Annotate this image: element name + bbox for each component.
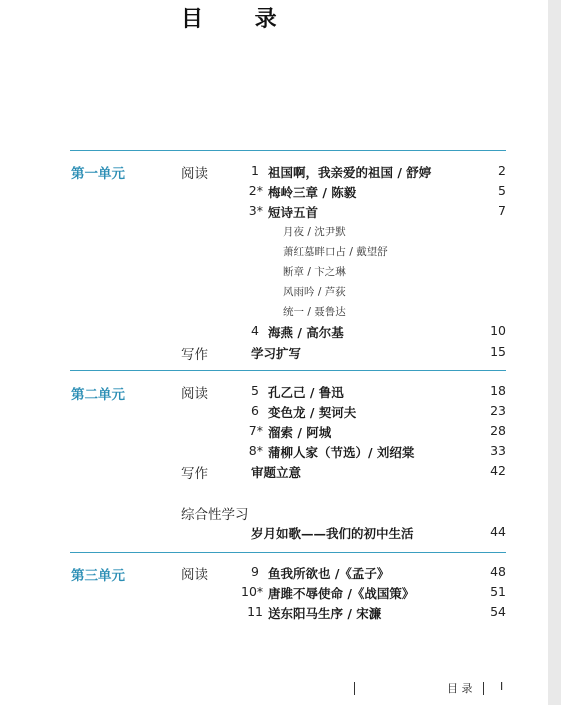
category-label: 写作 — [181, 347, 208, 363]
category-label: 写作 — [181, 466, 208, 482]
toc-entry[interactable]: 孔乙己 / 鲁迅 — [268, 385, 344, 400]
toc-entry[interactable]: 学习扩写 — [251, 346, 302, 361]
lesson-number: 4 — [251, 323, 259, 338]
toc-entry[interactable]: 祖国啊，我亲爱的祖国 / 舒婷 — [268, 165, 432, 180]
toc-subentry[interactable]: 统一 / 聂鲁达 — [283, 306, 346, 318]
page-edge-shadow — [548, 0, 561, 705]
page-number: 18 — [490, 383, 506, 398]
toc-entry[interactable]: 鱼我所欲也 /《孟子》 — [268, 566, 390, 581]
toc-entry[interactable]: 梅岭三章 / 陈毅 — [268, 185, 357, 200]
lesson-number: 6 — [251, 403, 259, 418]
toc-entry[interactable]: 海燕 / 高尔基 — [268, 325, 344, 340]
category-label: 综合性学习 — [181, 507, 249, 523]
toc-entry[interactable]: 蒲柳人家（节选）/ 刘绍棠 — [268, 445, 415, 460]
lesson-number: 8* — [248, 443, 263, 458]
unit-heading: 第二单元 — [71, 387, 125, 403]
page-number: 7 — [498, 203, 506, 218]
toc-entry[interactable]: 变色龙 / 契诃夫 — [268, 405, 357, 420]
page-number: 15 — [490, 344, 506, 359]
unit-divider — [70, 370, 506, 371]
category-label: 阅读 — [181, 567, 208, 583]
toc-entry[interactable]: 送东阳马生序 / 宋濂 — [268, 606, 382, 621]
lesson-number: 5 — [251, 383, 259, 398]
footer-page-number: I — [500, 680, 504, 693]
page-number: 42 — [490, 463, 506, 478]
unit-heading: 第一单元 — [71, 166, 125, 182]
page-number: 54 — [490, 604, 506, 619]
page-number: 48 — [490, 564, 506, 579]
toc-subentry[interactable]: 断章 / 卞之琳 — [283, 266, 346, 278]
page-number: 5 — [498, 183, 506, 198]
category-label: 阅读 — [181, 166, 208, 182]
toc-subentry[interactable]: 风雨吟 / 芦荻 — [283, 286, 346, 298]
footer-divider — [354, 682, 355, 695]
lesson-number: 11 — [247, 604, 263, 619]
page-number: 51 — [490, 584, 506, 599]
page-number: 33 — [490, 443, 506, 458]
toc-entry[interactable]: 溜索 / 阿城 — [268, 425, 332, 440]
unit-divider — [70, 552, 506, 553]
page-number: 44 — [490, 524, 506, 539]
toc-entry[interactable]: 岁月如歌——我们的初中生活 — [251, 526, 414, 541]
page-number: 10 — [490, 323, 506, 338]
category-label: 阅读 — [181, 386, 208, 402]
lesson-number: 1 — [251, 163, 259, 178]
unit-divider — [70, 150, 506, 151]
lesson-number: 2* — [248, 183, 263, 198]
toc-entry[interactable]: 审题立意 — [251, 465, 302, 480]
unit-heading: 第三单元 — [71, 568, 125, 584]
lesson-number: 3* — [248, 203, 263, 218]
page-number: 23 — [490, 403, 506, 418]
lesson-number: 9 — [251, 564, 259, 579]
footer-divider — [483, 682, 484, 695]
lesson-number: 7* — [248, 423, 263, 438]
page-number: 2 — [498, 163, 506, 178]
lesson-number: 10* — [241, 584, 264, 599]
toc-entry[interactable]: 短诗五首 — [268, 205, 319, 220]
footer-label: 目 录 — [447, 682, 473, 695]
toc-subentry[interactable]: 萧红墓畔口占 / 戴望舒 — [283, 246, 388, 258]
toc-entry[interactable]: 唐雎不辱使命 /《战国策》 — [268, 586, 415, 601]
toc-subentry[interactable]: 月夜 / 沈尹默 — [283, 226, 346, 238]
toc-title: 目 录 — [181, 7, 299, 32]
page-number: 28 — [490, 423, 506, 438]
